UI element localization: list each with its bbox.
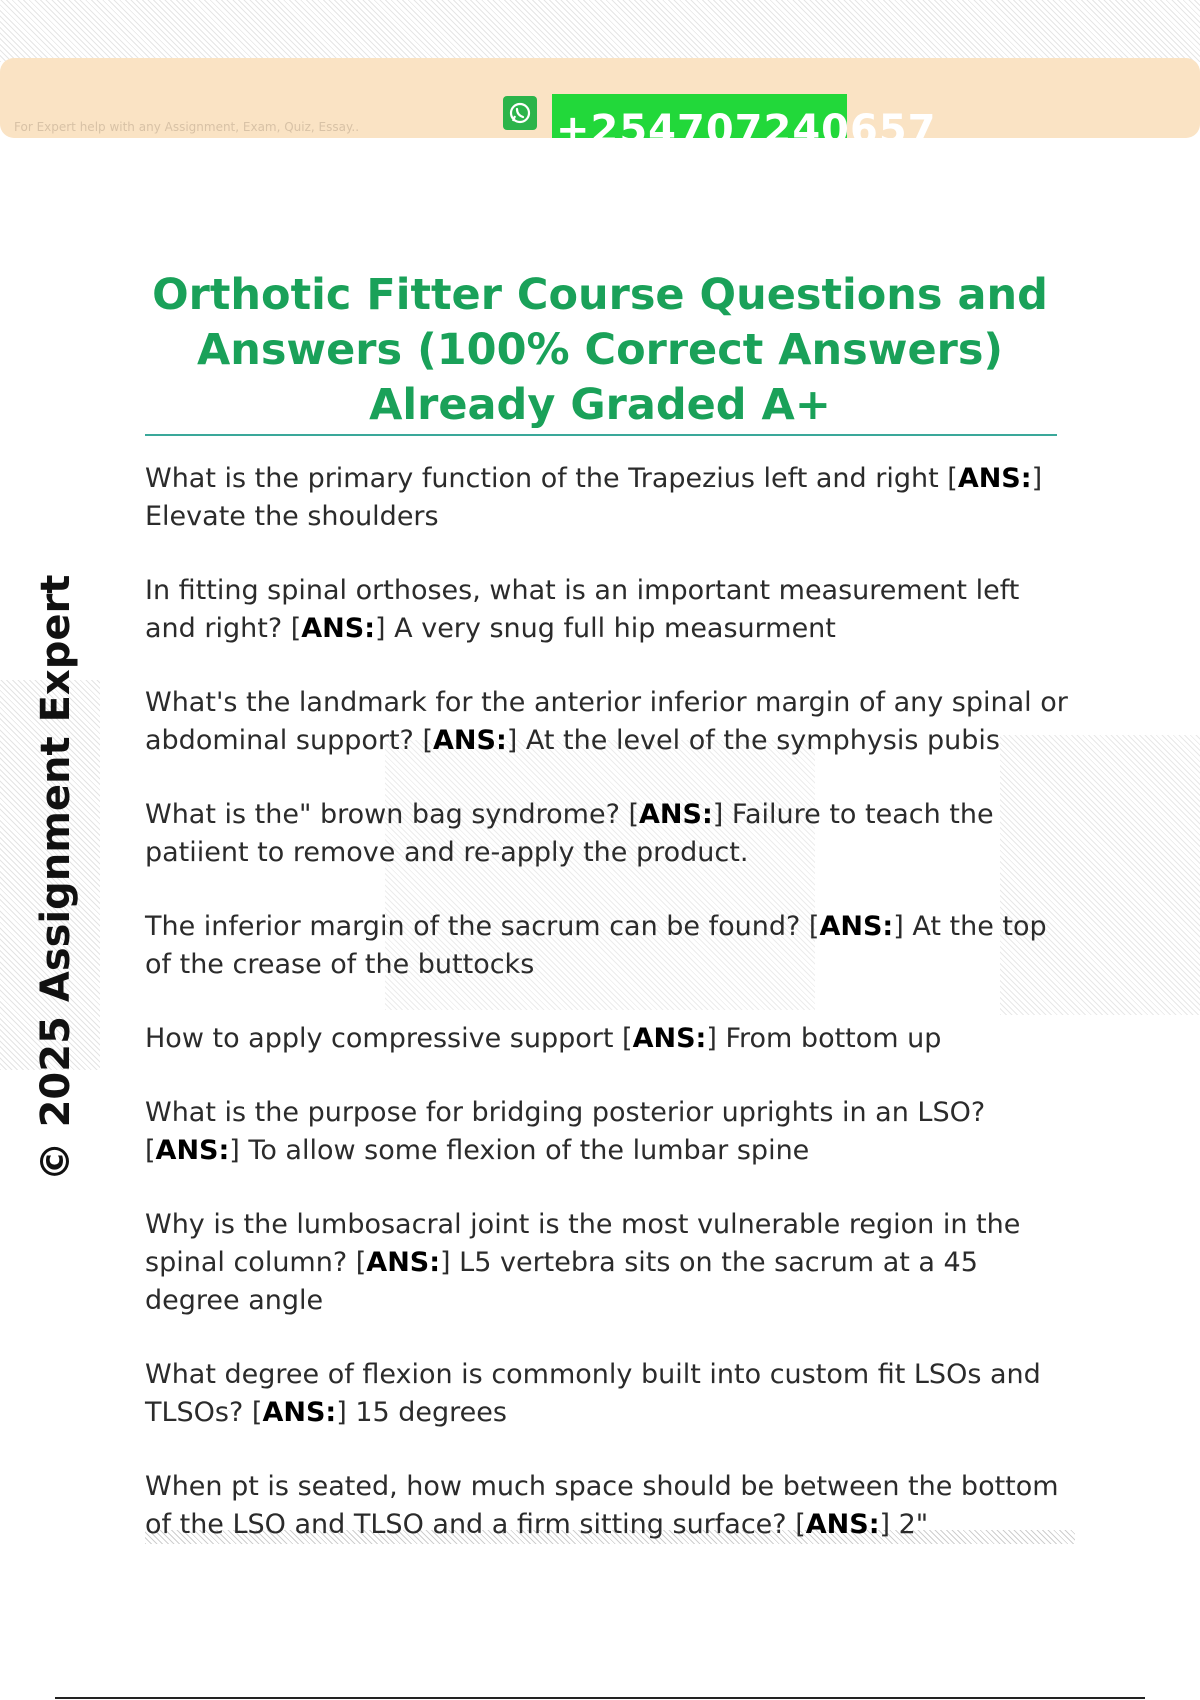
question-text: The inferior margin of the sacrum can be found? — [145, 911, 801, 942]
answer-marker: ANS: — [819, 911, 894, 942]
answer-text: Failure to teach the patiient to remove and re-apply the product. — [145, 799, 994, 868]
answer-text: To allow some flexion of the lumbar spine — [248, 1135, 810, 1166]
footer-divider — [55, 1697, 1145, 1699]
answer-marker: ANS: — [262, 1397, 337, 1428]
qa-item: What is the" brown bag syndrome? [ANS:] Failure to teach the patiient to remove and re-apply the product. — [145, 799, 994, 868]
title-divider — [145, 434, 1057, 436]
answer-marker: ANS: — [301, 613, 376, 644]
answer-marker: ANS: — [433, 725, 507, 756]
qa-item: What's the landmark for the anterior inferior margin of any spinal or abdominal support? [ANS:] At the level of the symphysis pubis — [145, 687, 1068, 756]
answer-marker: ANS: — [632, 1023, 707, 1054]
whatsapp-icon[interactable] — [503, 96, 537, 130]
answer-marker: ANS: — [366, 1247, 441, 1278]
copyright-watermark: © 2025 Assignment Expert — [33, 574, 79, 1182]
answer-text: 15 degrees — [355, 1397, 507, 1428]
qa-item: What is the purpose for bridging posterior uprights in an LSO? [ANS:] To allow some flexion of the lumbar spine — [145, 1097, 986, 1166]
qa-list — [145, 460, 1075, 1580]
answer-text: L5 vertebra sits on the sacrum at a 45 degree angle — [145, 1247, 978, 1316]
answer-text: At the level of the symphysis pubis — [525, 725, 1000, 756]
qa-item: How to apply compressive support [ANS:] From bottom up — [145, 1023, 942, 1054]
answer-marker: ANS: — [957, 463, 1032, 494]
answer-text: 2" — [898, 1509, 929, 1540]
question-text: What is the purpose for bridging posterior uprights in an LSO? — [145, 1097, 986, 1128]
qa-item: In fitting spinal orthoses, what is an important measurement left and right? [ANS:] A very snug full hip measurment — [145, 575, 1020, 644]
answer-marker: ANS: — [805, 1509, 880, 1540]
qa-item: The inferior margin of the sacrum can be found? [ANS:] At the top of the crease of the buttocks — [145, 911, 1047, 980]
answer-marker: ANS: — [639, 799, 713, 830]
question-text: When pt is seated, how much space should be between the bottom of the LSO and TLSO and a firm sitting surface? — [145, 1471, 1059, 1540]
answer-text: Elevate the shoulders — [145, 501, 439, 532]
question-text: Why is the lumbosacral joint is the most vulnerable region in the spinal column? — [145, 1209, 1021, 1278]
question-text: What is the" brown bag syndrome? — [145, 799, 620, 830]
document-title: Orthotic Fitter Course Questions and Answers (100% Correct Answers) Already Graded A+ — [152, 270, 1048, 430]
qa-item: Why is the lumbosacral joint is the most vulnerable region in the spinal column? [ANS:] L5 vertebra sits on the sacrum at a 45 degree angle — [145, 1209, 1021, 1316]
contact-banner — [0, 58, 1200, 153]
top-hatch-pattern — [0, 0, 1200, 62]
question-text: What is the primary function of the Trapezius left and right — [145, 463, 939, 494]
question-text: What's the landmark for the anterior inferior margin of any spinal or abdominal support? — [145, 687, 1068, 756]
answer-text: At the top of the crease of the buttocks — [145, 911, 1047, 980]
phone-number-box[interactable] — [552, 94, 937, 153]
qa-item: When pt is seated, how much space should be between the bottom of the LSO and TLSO and a firm sitting surface? [ANS:] 2" — [145, 1468, 1075, 1544]
question-text: What degree of flexion is commonly built into custom fit LSOs and TLSOs? — [145, 1359, 1041, 1428]
banner-faint-text: For Expert help with any Assignment, Exam, Quiz, Essay.. — [14, 120, 360, 134]
phone-number: +254707240657 — [556, 107, 937, 153]
question-text: In fitting spinal orthoses, what is an important measurement left and right? — [145, 575, 1020, 644]
answer-text: A very snug full hip measurment — [394, 613, 836, 644]
question-text: How to apply compressive support — [145, 1023, 614, 1054]
qa-item: What is the primary function of the Trapezius left and right [ANS:] Elevate the shoulders — [145, 463, 1043, 532]
qa-item: What degree of flexion is commonly built into custom fit LSOs and TLSOs? [ANS:] 15 degrees — [145, 1359, 1041, 1428]
answer-text: From bottom up — [725, 1023, 942, 1054]
answer-marker: ANS: — [155, 1135, 230, 1166]
